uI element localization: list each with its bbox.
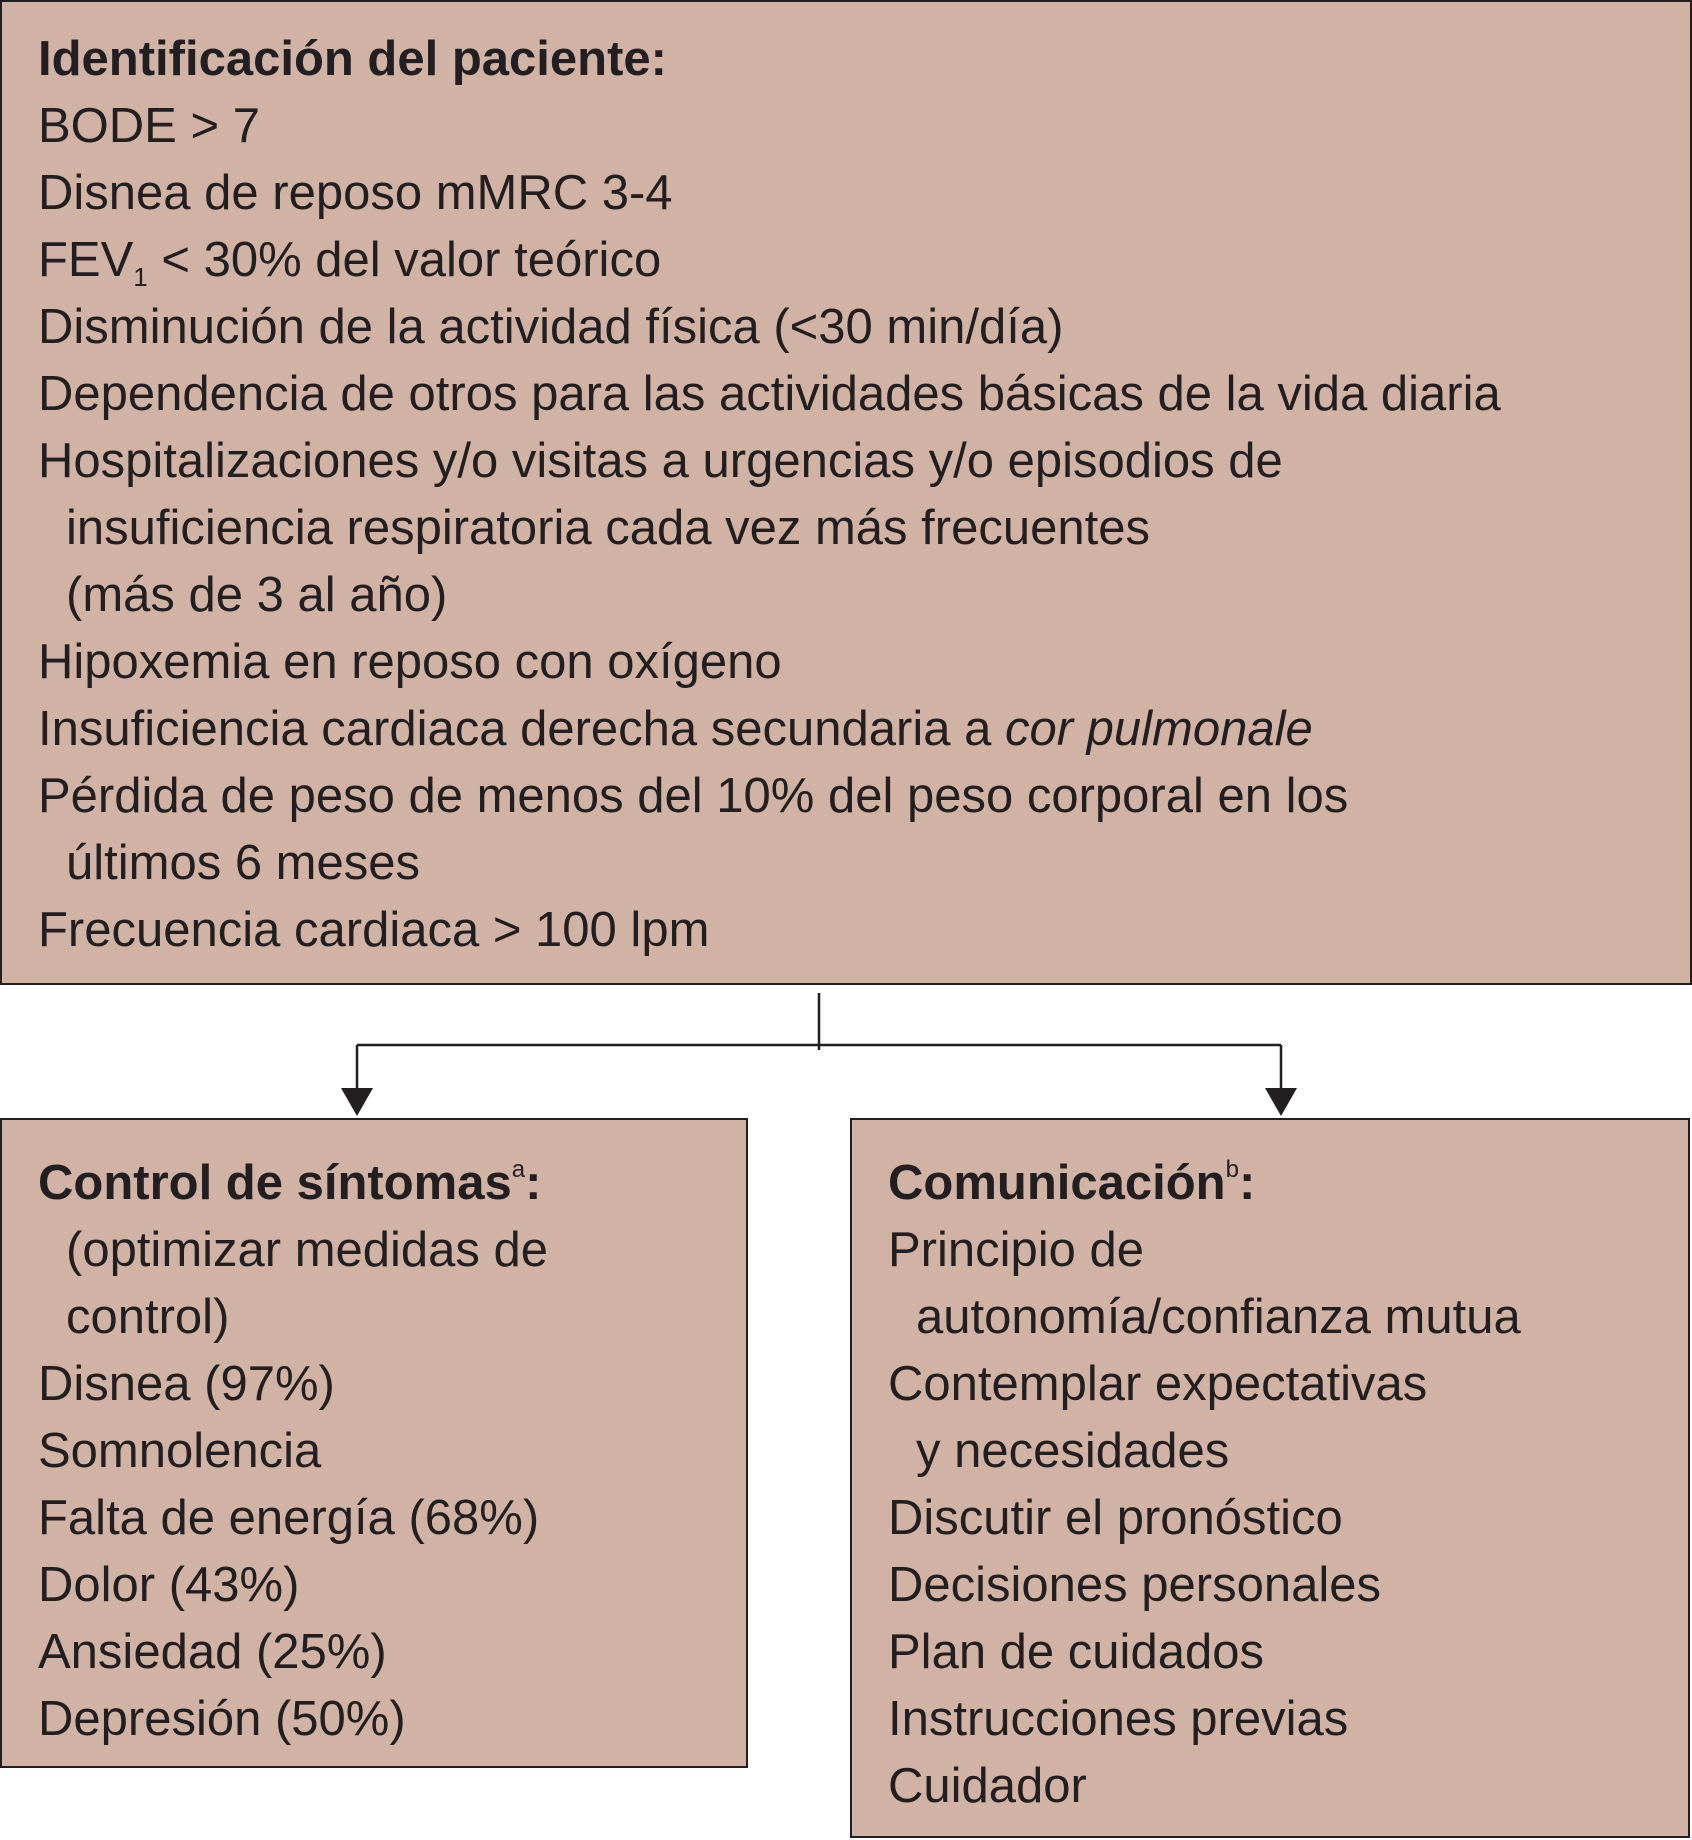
hipoxemia-criterion: Hipoxemia en reposo con oxígeno bbox=[38, 635, 782, 689]
disnea-reposo-criterion: Disnea de reposo mMRC 3-4 bbox=[38, 166, 673, 220]
communication-item: Discutir el pronóstico bbox=[888, 1491, 1343, 1545]
arrow-down-right-icon bbox=[1265, 1088, 1297, 1116]
fev-prefix: FEV bbox=[38, 233, 134, 287]
patient-identification-title: Identificación del paciente: bbox=[38, 32, 667, 86]
communication-item: Cuidador bbox=[888, 1759, 1087, 1813]
perdida-peso-line-1: Pérdida de peso de menos del 10% del peso corporal en los bbox=[38, 769, 1349, 823]
insuficiencia-cardiaca-criterion bbox=[38, 696, 1690, 763]
communication-footnote: b bbox=[1225, 1156, 1239, 1183]
perdida-peso-line-2: últimos 6 meses bbox=[66, 836, 421, 890]
symptom-control-title bbox=[38, 1150, 746, 1217]
ic-italic: cor pulmonale bbox=[1004, 702, 1313, 756]
fev1-criterion bbox=[38, 227, 1690, 294]
communication-item: Plan de cuidados bbox=[888, 1625, 1264, 1679]
ic-prefix: Insuficiencia cardiaca derecha secundaria a bbox=[38, 702, 1005, 756]
symptom-control-title-text: Control de síntomas bbox=[38, 1156, 512, 1210]
contemplar-line-1: Contemplar expectativas bbox=[888, 1357, 1428, 1411]
symptom-control-footnote: a bbox=[511, 1156, 526, 1183]
fev-subscript: 1 bbox=[133, 262, 148, 292]
symptom-control-box bbox=[0, 1118, 748, 1768]
symptom-item: Falta de energía (68%) bbox=[38, 1491, 540, 1545]
hospitalizaciones-line-2: insuficiencia respiratoria cada vez más frecuentes bbox=[66, 501, 1150, 555]
frecuencia-cardiaca-criterion: Frecuencia cardiaca > 100 lpm bbox=[38, 903, 710, 957]
communication-item: Decisiones personales bbox=[888, 1558, 1381, 1612]
actividad-criterion: Disminución de la actividad física (<30 min/día) bbox=[38, 300, 1064, 354]
principio-line-2: autonomía/confianza mutua bbox=[916, 1290, 1521, 1344]
communication-title-colon: : bbox=[1238, 1156, 1256, 1210]
symptom-item: Disnea (97%) bbox=[38, 1357, 335, 1411]
arrow-down-left-icon bbox=[341, 1088, 373, 1116]
communication-title bbox=[888, 1150, 1688, 1217]
symptom-item: Depresión (50%) bbox=[38, 1692, 406, 1746]
symptom-item: Somnolencia bbox=[38, 1424, 322, 1478]
symptom-item: Ansiedad (25%) bbox=[38, 1625, 387, 1679]
communication-item: Instrucciones previas bbox=[888, 1692, 1349, 1746]
communication-title-text: Comunicación bbox=[888, 1156, 1226, 1210]
hospitalizaciones-line-3: (más de 3 al año) bbox=[66, 568, 448, 622]
symptom-control-subtitle-2: control) bbox=[66, 1290, 230, 1344]
hospitalizaciones-line-1: Hospitalizaciones y/o visitas a urgencias y/o episodios de bbox=[38, 434, 1283, 488]
symptom-item: Dolor (43%) bbox=[38, 1558, 300, 1612]
bode-criterion: BODE > 7 bbox=[38, 99, 260, 153]
contemplar-line-2: y necesidades bbox=[916, 1424, 1230, 1478]
dependencia-criterion: Dependencia de otros para las actividades básicas de la vida diaria bbox=[38, 367, 1501, 421]
symptom-control-title-colon: : bbox=[525, 1156, 542, 1210]
symptom-control-subtitle-1: (optimizar medidas de bbox=[66, 1223, 549, 1277]
principio-line-1: Principio de bbox=[888, 1223, 1145, 1277]
communication-box bbox=[850, 1118, 1690, 1838]
fev-suffix: < 30% del valor teórico bbox=[147, 233, 662, 287]
